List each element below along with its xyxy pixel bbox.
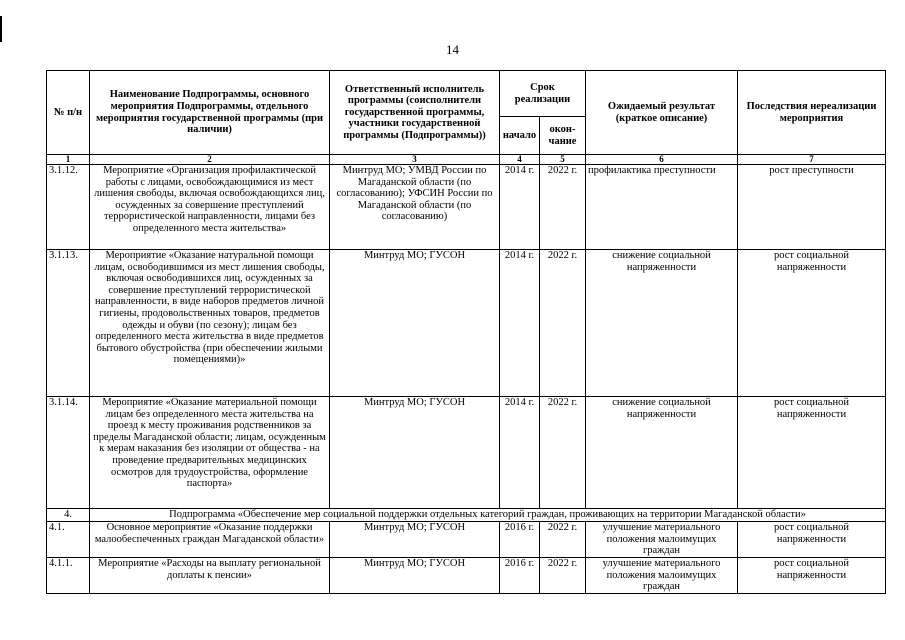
col-number: 4 [500,155,540,165]
row-end: 2022 г. [540,165,586,250]
row-end: 2022 г. [540,558,586,594]
row-start: 2016 г. [500,558,540,594]
row-number: 3.1.14. [47,397,90,509]
table-row [47,397,886,509]
row-name: Основное мероприятие «Оказание поддержки малообеспеченных граждан Магаданской области» [90,522,330,558]
col-number: 1 [47,155,90,165]
row-name: Мероприятие «Оказание материальной помощи лицам без определенного места жительства на проезд к месту проживания родственников за пределы Магаданской области; лицам, осужденным к мерам наказания без изоляции от общества - на проведение предварительных медицинских осмотров для трудоустройства, оформление паспорта» [90,397,330,509]
row-consequences: рост преступности [738,165,886,250]
header-name: Наименование Подпрограммы, основного мероприятия Подпрограммы, отдельного мероприятия государственной программы (при наличии) [90,71,330,155]
col-number: 6 [586,155,738,165]
program-measures-table [46,70,886,594]
row-number: 3.1.12. [47,165,90,250]
row-result: профилактика преступности [586,165,738,250]
row-consequences: рост социальной напряженности [738,250,886,397]
page-edge-mark [0,16,2,42]
row-executor: Минтруд МО; ГУСОН [330,522,500,558]
col-number: 5 [540,155,586,165]
row-executor: Минтруд МО; УМВД России по Магаданской области (по согласованию); УФСИН России по Магаданской области (по согласованию) [330,165,500,250]
row-name: Мероприятие «Оказание натуральной помощи лицам, освободившимся из мест лишения свободы, включая освободившихся лиц, осужденных за совершение преступлений террористической направленности, в виде наборов предметов личной гигиены, продовольственных товаров, предметов одежды и обуви (по сезону); лицам без определенного места жительства в виде предметов бытового обустройства (при обеспечении жилыми помещениями)» [90,250,330,397]
row-result: снижение социальной напряженности [586,250,738,397]
header-end: окон-чание [540,117,586,155]
section-row [47,509,886,522]
row-end: 2022 г. [540,397,586,509]
header-term: Срок реализации [500,71,586,117]
header-start: начало [500,117,540,155]
row-end: 2022 г. [540,522,586,558]
row-consequences: рост социальной напряженности [738,522,886,558]
row-start: 2014 г. [500,397,540,509]
row-number: 4.1.1. [47,558,90,594]
table-row [47,165,886,250]
row-consequences: рост социальной напряженности [738,397,886,509]
row-end: 2022 г. [540,250,586,397]
header-consequences: Последствия нереализации мероприятия [738,71,886,155]
page-number: 14 [446,42,459,57]
col-number: 2 [90,155,330,165]
row-start: 2016 г. [500,522,540,558]
row-result: снижение социальной напряженности [586,397,738,509]
section-number: 4. [47,509,90,522]
row-number: 3.1.13. [47,250,90,397]
row-number: 4.1. [47,522,90,558]
header-num: № п/н [47,71,90,155]
row-result: улучшение материального положения малоимущих граждан [586,522,738,558]
header-executor: Ответственный исполнитель программы (соисполнители государственной программы, участники государственной программы (Подпрограммы)) [330,71,500,155]
section-title: Подпрограмма «Обеспечение мер социальной поддержки отдельных категорий граждан, проживающих на территории Магаданской области» [90,509,886,522]
row-executor: Минтруд МО; ГУСОН [330,397,500,509]
row-start: 2014 г. [500,165,540,250]
table-row [47,558,886,594]
col-number: 3 [330,155,500,165]
row-name: Мероприятие «Организация профилактической работы с лицами, освобождающимися из мест лишения свободы, включая освобождающихся лиц, осужденных за совершение преступлений террористической направленности, лицами без определенного места жительства» [90,165,330,250]
header-result: Ожидаемый результат (краткое описание) [586,71,738,155]
row-consequences: рост социальной напряженности [738,558,886,594]
table-row [47,250,886,397]
row-start: 2014 г. [500,250,540,397]
col-number: 7 [738,155,886,165]
row-result: улучшение материального положения малоимущих граждан [586,558,738,594]
row-name: Мероприятие «Расходы на выплату региональной доплаты к пенсии» [90,558,330,594]
row-executor: Минтруд МО; ГУСОН [330,558,500,594]
table-row [47,522,886,558]
row-executor: Минтруд МО; ГУСОН [330,250,500,397]
